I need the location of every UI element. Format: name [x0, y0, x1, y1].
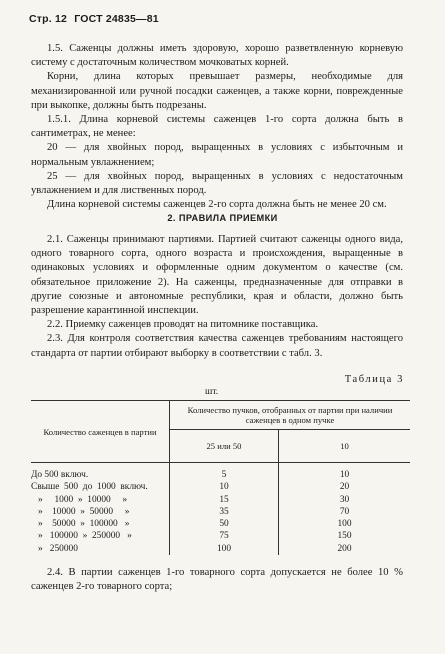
- table-label: Таблица 3: [344, 374, 404, 385]
- cell-value-25-50: 5: [170, 463, 279, 482]
- table-row: [31, 530, 410, 542]
- paragraph-grade-2: Длина корневой системы саженцев 2-го сорта должна быть не менее 20 см.: [47, 199, 387, 211]
- table-row: [31, 494, 410, 506]
- header-bundles: Количество пучков, отобранных от партии при наличии саженцев в одном пучке: [170, 401, 411, 430]
- cell-quantity: Свыше 500 до 1000 включ.: [31, 481, 170, 493]
- cell-quantity: До 500 включ.: [31, 463, 170, 482]
- page-number: Стр. 12: [29, 13, 68, 25]
- table-row: [31, 506, 410, 518]
- sample-size-table: [31, 400, 410, 555]
- cell-value-25-50: 50: [170, 518, 279, 530]
- cell-quantity: » 50000 » 100000 »: [31, 518, 170, 530]
- paragraph-2-2: 2.2. Приемку саженцев проводят на питомнике поставщика.: [47, 319, 319, 331]
- section-title: 2. ПРАВИЛА ПРИЕМКИ: [167, 213, 278, 223]
- paragraph-20: 20 — для хвойных пород, выращенных в условиях с избыточным и нормальным увлажнением;: [31, 142, 403, 168]
- table-row: [31, 463, 410, 482]
- table-row: [31, 518, 410, 530]
- paragraph-1-5-1: 1.5.1. Длина корневой системы саженцев 1-го сорта должна быть в сантиметрах, не менее:: [31, 114, 403, 140]
- cell-value-10: 30: [339, 494, 350, 505]
- cell-value-10: 150: [337, 531, 352, 542]
- cell-value-25-50: 10: [170, 481, 279, 493]
- cell-value-10: 200: [337, 543, 352, 554]
- cell-value-10: 70: [339, 506, 350, 517]
- paragraph-1-5: 1.5. Саженцы должны иметь здоровую, хорошо разветвленную корневую систему с достаточным количеством мочковатых корней.: [31, 43, 403, 69]
- cell-value-10: 100: [337, 519, 352, 530]
- cell-value-25-50: 75: [170, 530, 279, 542]
- cell-value-25-50: 100: [170, 543, 279, 555]
- paragraph-2-1: 2.1. Саженцы принимают партиями. Партией считают саженцы одного вида, одного товарного сорта, одного возраста и происхождения, выращенные в одинаковых условиях и оформленные одним документом о качестве (см. обязательное приложение 2). На саженцы, предназначенные для отправки в другие союзные и автономные республики, края и области, должно быть разрешение карантинной инспекции.: [31, 234, 403, 317]
- paragraph-2-4: 2.4. В партии саженцев 1-го товарного сорта допускается не более 10 % саженцев 2-го товарного сорта;: [31, 567, 403, 593]
- paragraph-25: 25 — для хвойных пород, выращенных в условиях с недостаточным увлажнением и для лиственных пород.: [31, 170, 403, 197]
- table-row: [31, 543, 410, 555]
- paragraph-roots: Корни, длина которых превышает размеры, необходимые для механизированной или ручной посадки саженцев, а также корни, поврежденные при выкопке, должны быть подрезаны.: [31, 71, 403, 111]
- header-25-50: 25 или 50: [170, 430, 279, 463]
- cell-quantity: » 10000 » 50000 »: [31, 506, 170, 518]
- acceptance-text: [31, 233, 403, 361]
- paragraph-2-3: 2.3. Для контроля соответствия качества саженцев требованиям настоящего стандарта от партии отбирают выборку в соответствии с табл. 3.: [31, 333, 403, 359]
- table-unit: шт.: [205, 387, 219, 397]
- cell-quantity: » 100000 » 250000 »: [31, 530, 170, 542]
- cell-value-25-50: 35: [170, 506, 279, 518]
- cell-quantity: » 1000 » 10000 »: [31, 494, 170, 506]
- header-10: 10: [279, 430, 411, 463]
- standard-number: ГОСТ 24835—81: [74, 13, 159, 25]
- cell-value-25-50: 15: [170, 494, 279, 506]
- cell-quantity: » 250000: [31, 543, 170, 555]
- cell-value-10: 10: [339, 470, 350, 480]
- requirements-text: [31, 42, 403, 212]
- header-quantity: Количество саженцев в партии: [31, 401, 170, 463]
- page-header: [29, 13, 163, 25]
- cell-value-10: 20: [339, 482, 350, 493]
- closing-text: [31, 566, 403, 594]
- table-row: [31, 481, 410, 493]
